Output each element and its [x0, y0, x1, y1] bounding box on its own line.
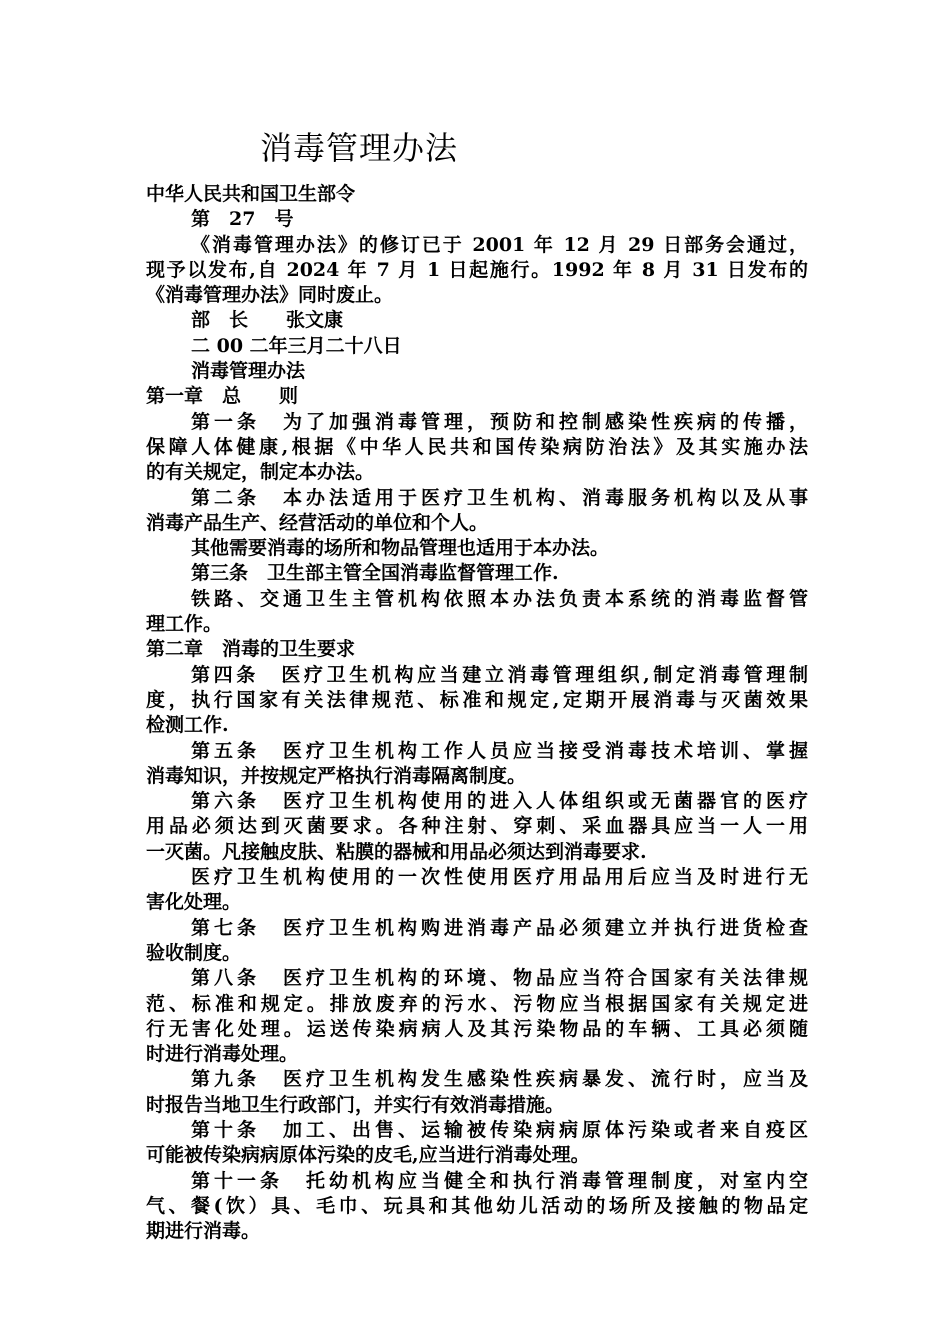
text-line: 范、标准和规定。排放废弃的污水、污物应当根据国家有关规定进	[146, 992, 808, 1015]
text-line: 铁路、交通卫生主管机构依照本办法负责本系统的消毒监督管	[191, 587, 808, 610]
text-line: 可能被传染病病原体污染的皮毛,应当进行消毒处理。	[146, 1144, 590, 1167]
text-line: 《消毒管理办法》的修订已于 2001 年 12 月 29 日部务会通过，	[191, 233, 808, 256]
document-title: 消毒管理办法	[260, 129, 459, 167]
text-line: 期进行消毒。	[146, 1220, 261, 1243]
text-line: 第十一条 托幼机构应当健全和执行消毒管理制度，对室内空	[191, 1169, 808, 1192]
text-line: 中华人民共和国卫生部令	[146, 183, 356, 205]
document-page	[146, 126, 808, 1244]
text-line: 第七条 医疗卫生机构购进消毒产品必须建立并执行进货检查	[191, 916, 808, 939]
text-line: 气、餐(饮）具、毛巾、玩具和其他幼儿活动的场所及接触的物品定	[146, 1194, 808, 1217]
text-line: 其他需要消毒的场所和物品管理也适用于本办法。	[191, 537, 610, 560]
text-line: 第十条 加工、出售、运输被传染病病原体污染或者来自疫区	[191, 1118, 808, 1141]
text-line: 消毒知识，并按规定严格执行消毒隔离制度。	[146, 764, 527, 787]
text-line: 《消毒管理办法》同时废止。	[146, 284, 394, 307]
text-line: 消毒产品生产、经营活动的单位和个人。	[146, 511, 489, 534]
text-line: 检测工作.	[146, 714, 229, 737]
text-line: 害化处理。	[146, 891, 242, 914]
text-line: 保障人体健康,根据《中华人民共和国传染病防治法》及其实施办法	[146, 435, 808, 458]
text-line: 部 长 张文康	[191, 309, 344, 332]
text-line: 行无害化处理。运送传染病病人及其污染物品的车辆、工具必须随	[146, 1017, 808, 1040]
text-line: 一灭菌。凡接触皮肤、粘膜的器械和用品必须达到消毒要求.	[146, 840, 647, 863]
text-line: 第九条 医疗卫生机构发生感染性疾病暴发、流行时，应当及	[191, 1068, 808, 1091]
text-line: 理工作。	[146, 613, 223, 636]
text-line: 第二条 本办法适用于医疗卫生机构、消毒服务机构以及从事	[191, 486, 808, 509]
text-line: 第五条 医疗卫生机构工作人员应当接受消毒技术培训、掌握	[191, 739, 808, 762]
text-line: 验收制度。	[146, 941, 242, 964]
text-line: 第 27 号	[191, 208, 294, 231]
text-line: 二 00 二年三月二十八日	[191, 334, 402, 357]
text-line: 第四条 医疗卫生机构应当建立消毒管理组织,制定消毒管理制	[191, 663, 808, 686]
text-line: 时进行消毒处理。	[146, 1043, 299, 1066]
text-line: 的有关规定，制定本办法。	[146, 461, 375, 484]
text-line: 第一章 总 则	[146, 385, 299, 408]
text-line: 第八条 医疗卫生机构的环境、物品应当符合国家有关法律规	[191, 967, 808, 990]
text-line: 第六条 医疗卫生机构使用的进入人体组织或无菌器官的医疗	[191, 790, 808, 813]
text-line: 现予以发布,自 2024 年 7 月 1 日起施行。1992 年 8 月 31 日发布的	[146, 258, 808, 281]
text-line: 第一条 为了加强消毒管理，预防和控制感染性疾病的传播，	[191, 410, 808, 433]
document-body	[146, 182, 808, 1244]
text-line: 度，执行国家有关法律规范、标准和规定,定期开展消毒与灭菌效果	[146, 688, 808, 711]
text-line: 时报告当地卫生行政部门，并实行有效消毒措施。	[146, 1093, 565, 1116]
text-line: 用品必须达到灭菌要求。各种注射、穿刺、采血器具应当一人一用	[146, 815, 808, 838]
text-line: 消毒管理办法	[191, 360, 306, 383]
text-line: 医疗卫生机构使用的一次性使用医疗用品用后应当及时进行无	[191, 866, 808, 889]
text-line: 第二章 消毒的卫生要求	[146, 638, 356, 661]
text-line: 第三条 卫生部主管全国消毒监督管理工作.	[191, 562, 559, 585]
